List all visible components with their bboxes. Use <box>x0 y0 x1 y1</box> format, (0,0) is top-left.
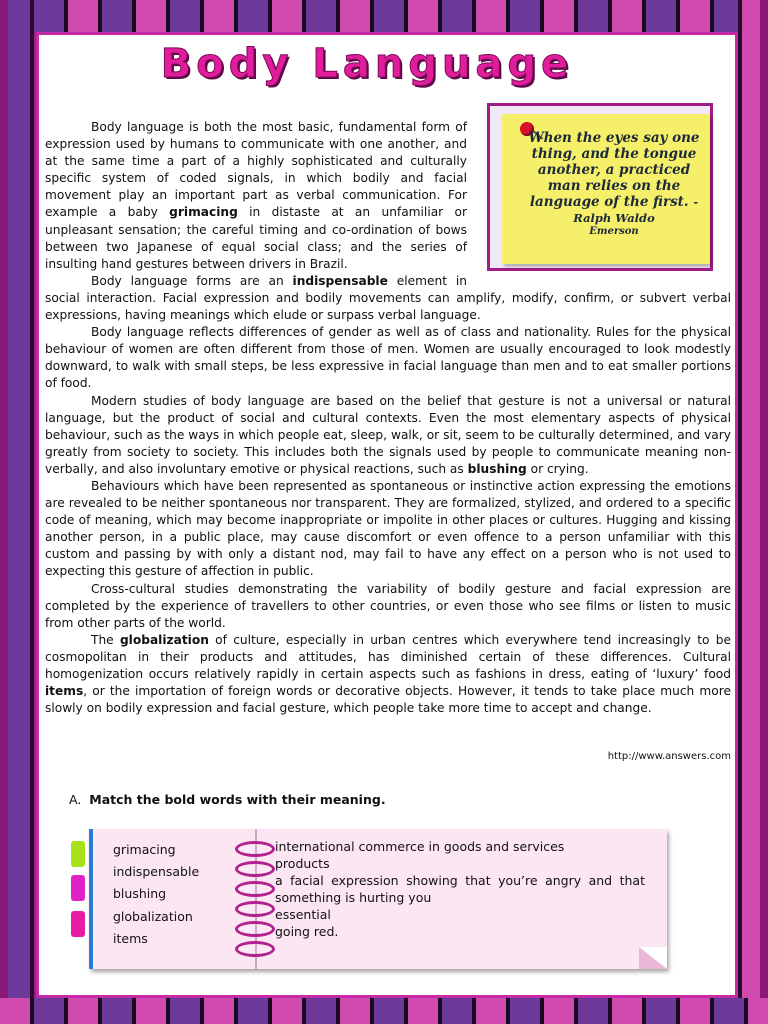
quote-author-last: Emerson <box>589 226 639 237</box>
exercise-letter: A. <box>69 792 82 807</box>
article-body <box>45 119 731 717</box>
word-item: grimacing <box>113 842 176 857</box>
worksheet-page <box>36 32 738 998</box>
notebook-tab-pink <box>71 911 85 937</box>
binder-ring-icon <box>235 881 275 897</box>
bold-word-items: items <box>45 684 84 699</box>
page-title: Body Language <box>160 41 574 87</box>
bold-word-indispensable: indispensable <box>292 273 388 288</box>
notebook-tab-magenta <box>71 875 85 901</box>
exercise-heading <box>69 792 386 807</box>
definition-item: going red. <box>275 924 339 939</box>
paragraph-1: Body language is both the most basic, fundamental form of expression used by humans to communicate with one another, and at the same time a part of a highly sophisticated and culturally specific system of coded signals, in which bodily and facial movement play an important part as verbal communication. For example a baby grimacing in distaste at an unfamiliar or unpleasant sensation; the careful timing and co-ordination of bows between two Japanese of equal social class; and the series of insulting hand gestures between drivers in Brazil. <box>45 120 468 271</box>
word-item: globalization <box>113 908 193 924</box>
definition-item: a facial expression showing that you’re angry and that something is hurting you <box>275 873 645 905</box>
word-item: blushing <box>113 886 167 902</box>
definition-item: international commerce in goods and services <box>275 839 565 854</box>
paragraph-4: Modern studies of body language are based on the belief that gesture is not a universal or natural language, but the product of social and cultural contexts. Even the most elementary aspects of physical behaviour, such as the ways in which people eat, sleep, walk, or sit, seem to be culturally determined, and vary greatly from society to society. This includes both the signals used by people to communicate meaning non-verbally, and also involuntary emotive or physical reactions, such as blushing or crying. <box>45 393 731 476</box>
binder-ring-icon <box>235 921 275 937</box>
exercise-instruction: Match the bold words with their meaning. <box>89 792 386 807</box>
quote-text: When the eyes say one thing, and the tongue another, a practiced man relies on the language of the first. <box>528 130 700 210</box>
bold-word-grimacing: grimacing <box>169 205 238 220</box>
paragraph-6: Cross-cultural studies demonstrating the variability of bodily gesture and facial expression are completed by the experience of travellers to other countries, or even those who see films or listen to music from other parts of the world. <box>45 581 731 630</box>
definition-list <box>275 838 645 940</box>
paragraph-5: Behaviours which have been represented as spontaneous or instinctive action expressing the emotions are revealed to be neither spontaneous nor transparent. They are formalized, stylized, and ordered to a specific code of meaning, which may become inappropriate or impolite in other places or cultures. Hugging and kissing another person, in a public place, may cause discomfort or even offence to a person unfamiliar with this custom and passing by with only a distant nod, may fail to have any effect on a person who is not used to expecting this gesture of affection in public. <box>45 478 731 579</box>
decorative-border-left <box>0 0 34 1024</box>
notebook-tab-green <box>71 841 85 867</box>
binder-ring-icon <box>235 861 275 877</box>
decorative-border-bottom <box>0 998 768 1024</box>
source-link[interactable]: http://www.answers.com <box>607 751 731 762</box>
quote-author-first: - Ralph Waldo <box>573 195 699 225</box>
binder-ring-icon <box>235 901 275 917</box>
paragraph-2: Body language forms are an indispensable element in social interaction. Facial expression and bodily movements can amplify, modify, confirm, or subvert verbal expressions, having meanings which elude or surpass verbal language. <box>45 273 731 323</box>
paragraph-3: Body language reflects differences of gender as well as of class and nationality. Rules for the physical behaviour of women are often different from those of men. Women are usually encouraged to look modestly downward, to walk with small steps, be less expressive in facial language than men and to eat smaller portions of food. <box>45 325 731 391</box>
decorative-border-top <box>0 0 768 32</box>
paragraph-7: The globalization of culture, especially in urban centres which everywhere tend increasingly to be cosmopolitan in their products and attitudes, has diminished certain of these differences. Cultural homogenization occurs relatively rapidly in certain aspects such as fashions in dress, eating of ‘luxury’ food items, or the importation of foreign words or decorative objects. However, it tends to take place much more slowly on bodily expression and facial gesture, which people take more time to accept and change. <box>45 632 731 716</box>
matching-notebook <box>89 829 667 969</box>
bold-word-blushing: blushing <box>467 461 527 476</box>
binder-ring-icon <box>235 841 275 857</box>
decorative-border-right <box>738 0 768 1024</box>
definition-item: products <box>275 856 330 871</box>
word-item: indispensable <box>113 864 200 880</box>
word-list <box>113 839 199 950</box>
binder-ring-icon <box>235 941 275 957</box>
word-item: items <box>113 930 148 946</box>
definition-item: essential <box>275 907 331 922</box>
bold-word-globalization: globalization <box>119 632 209 647</box>
page-curl <box>639 947 667 969</box>
quote-float-spacer <box>467 119 731 289</box>
